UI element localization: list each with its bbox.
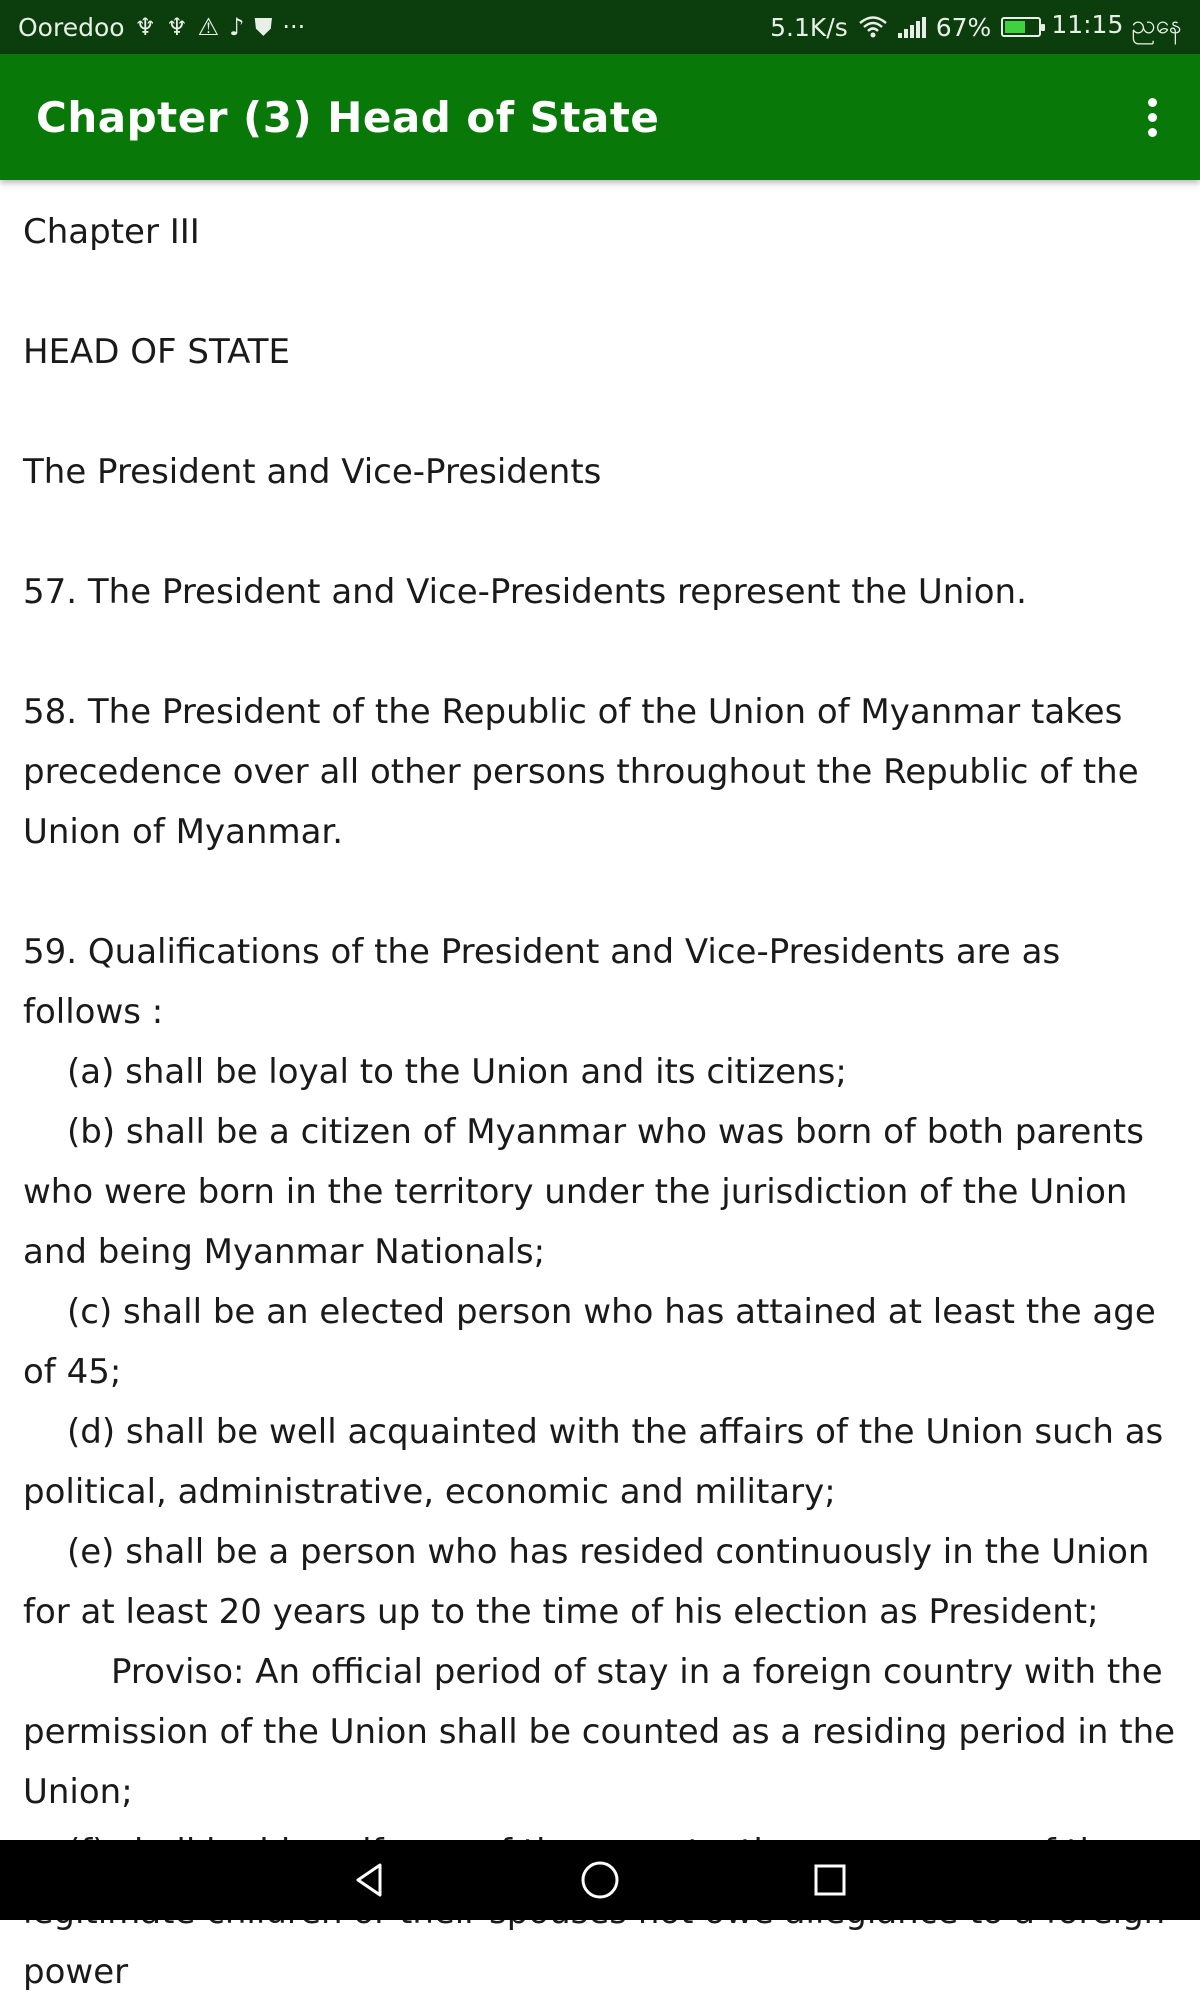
tiktok-icon: ♪ — [229, 13, 245, 41]
clock: 11:15 ညနေ — [1051, 9, 1182, 39]
signal-icon — [898, 16, 926, 38]
status-right — [770, 9, 1182, 46]
page-title: Chapter (3) Head of State — [36, 92, 660, 142]
clause-c: (c) shall be an elected person who has attained at least the age of 45; — [23, 1292, 1156, 1392]
navigation-bar — [0, 1840, 1200, 1920]
status-bar — [0, 0, 1200, 54]
overflow-menu-icon[interactable] — [1128, 85, 1176, 149]
warning-icon: ⚠ — [197, 13, 220, 41]
more-notifications-icon: ··· — [282, 13, 306, 41]
usb-icon: ♆ — [134, 13, 157, 41]
clause-d: (d) shall be well acquainted with the affairs of the Union such as political, administrative, economic and military; — [23, 1412, 1164, 1512]
chapter-label: Chapter III — [23, 212, 200, 252]
battery-icon — [1001, 17, 1041, 37]
clause-b: (b) shall be a citizen of Myanmar who was born of both parents who were born in the territory under the jurisdiction of the Union and being Myanmar Nationals; — [23, 1112, 1144, 1272]
net-speed: 5.1K/s — [770, 12, 848, 42]
section-58: 58. The President of the Republic of the Union of Myanmar takes precedence over all other persons throughout the Republic of the Union of Myanmar. — [23, 692, 1139, 852]
section-57: 57. The President and Vice-Presidents represent the Union. — [23, 572, 1027, 612]
section-subheading: The President and Vice-Presidents — [23, 452, 602, 492]
chapter-heading: HEAD OF STATE — [23, 332, 291, 372]
shield-icon: ⛊ — [254, 13, 273, 41]
proviso: Proviso: An official period of stay in a foreign country with the permission of the Union shall be counted as a residing period in the Union; — [23, 1652, 1176, 1812]
chapter-text[interactable] — [0, 180, 1200, 1992]
usb-icon: ♆ — [166, 13, 188, 41]
status-left — [18, 13, 305, 42]
app-bar — [0, 54, 1200, 180]
back-triangle-icon[interactable] — [340, 1850, 400, 1910]
clause-f: power — [23, 1952, 129, 1992]
home-circle-icon[interactable] — [570, 1850, 630, 1910]
battery-percent: 67% — [935, 12, 992, 42]
recents-square-icon[interactable] — [800, 1850, 860, 1910]
section-59: 59. Qualifications of the President and Vice-Presidents are as follows : — [23, 932, 1061, 1032]
carrier-name: Ooredoo — [18, 12, 125, 42]
wifi-icon — [858, 15, 888, 39]
clause-e: (e) shall be a person who has resided continuously in the Union for at least 20 years up to the time of his election as President; — [23, 1532, 1150, 1632]
clause-a: (a) shall be loyal to the Union and its citizens; — [67, 1052, 847, 1092]
